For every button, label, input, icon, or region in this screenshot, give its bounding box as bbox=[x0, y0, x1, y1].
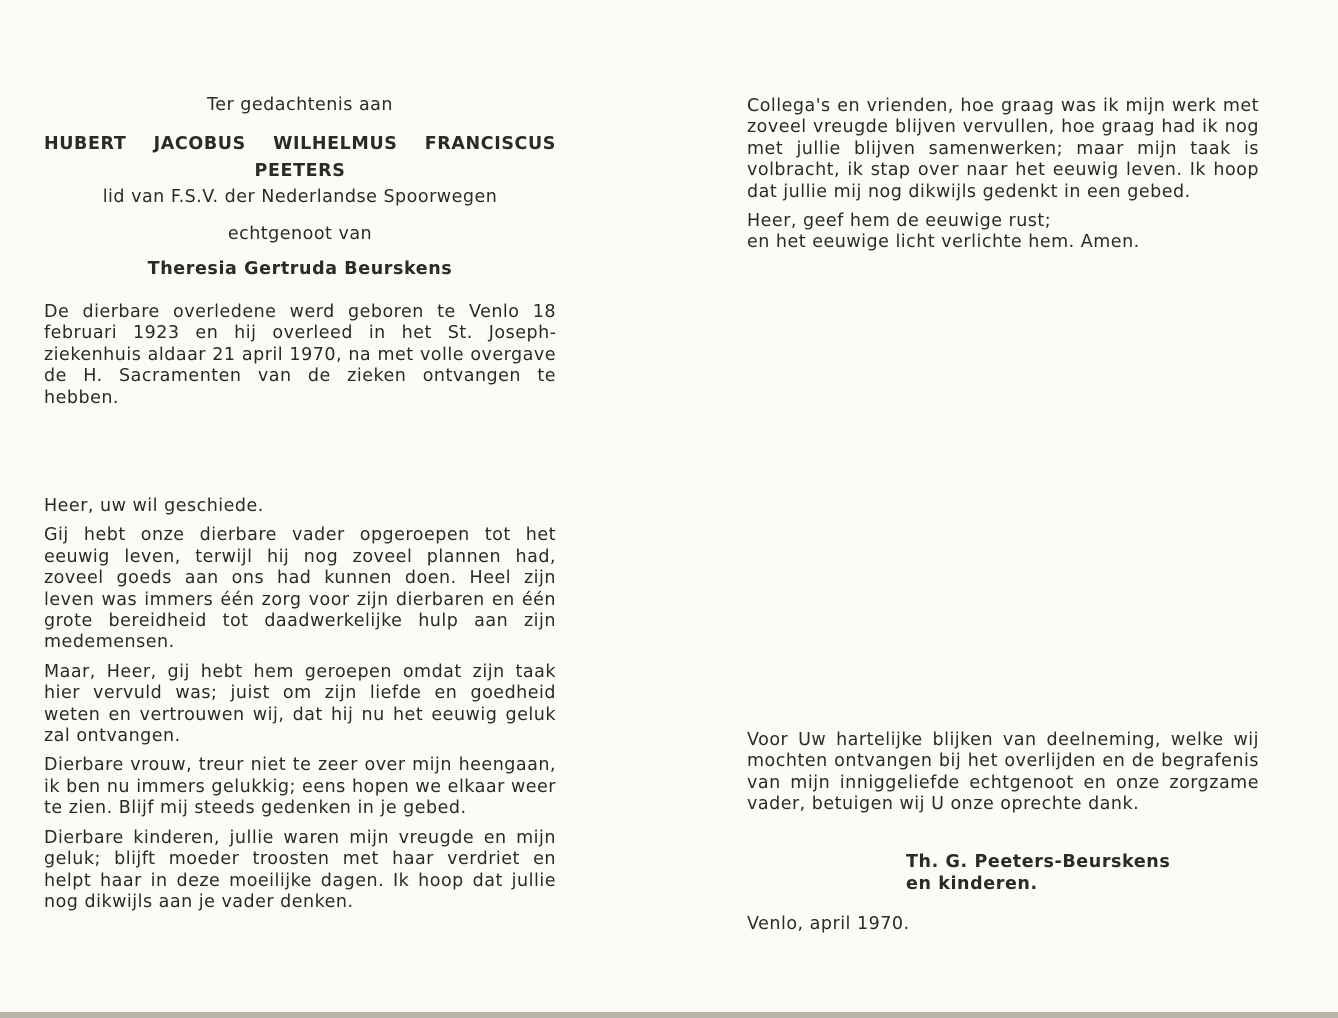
prayer-section bbox=[44, 496, 556, 913]
signature bbox=[906, 851, 1170, 895]
closing-prayer-line2: en het eeuwige licht verlichte hem. Amen. bbox=[747, 232, 1140, 253]
birth-death-text: De dierbare overledene werd geboren te Venlo 18 februari 1923 en hij overleed in het St. Josephziekenhuis aldaar 21 april 1970, na met volle overgave de H. Sacramenten van de zieken ontvangen te hebben. bbox=[44, 302, 556, 408]
deceased-surname: PEETERS bbox=[254, 161, 346, 181]
card-bottom-edge bbox=[0, 1012, 1338, 1018]
prayer-paragraph-1: Gij hebt onze dierbare vader opgeroepen tot het eeuwig leven, terwijl hij nog zoveel plannen had, zoveel goeds aan ons had kunnen doen. Heel zijn leven was immers één zorg voor zijn dierbaren en één grote bereidheid tot daadwerkelijke hulp aan zijn medemensen. bbox=[44, 525, 556, 653]
colleagues-section bbox=[747, 96, 1259, 254]
place-date: Venlo, april 1970. bbox=[747, 914, 910, 934]
closing-prayer-line1: Heer, geef hem de eeuwige rust; bbox=[747, 211, 1052, 232]
prayer-paragraph-2: Maar, Heer, gij hebt hem geroepen omdat zijn taak hier vervuld was; juist om zijn liefde en goedheid weten en vertrouwen wij, dat hij nu het eeuwig geluk zal ontvangen. bbox=[44, 661, 556, 747]
prayer-paragraph-3: Dierbare vrouw, treur niet te zeer over mijn heengaan, ik ben nu immers gelukkig; eens hopen we elkaar weer te zien. Blijf mij steeds gedenken in je gebed. bbox=[44, 755, 556, 819]
signature-line2: en kinderen. bbox=[906, 874, 1038, 894]
membership-line: lid van F.S.V. der Nederlandse Spoorwegen bbox=[102, 187, 498, 207]
spouse-name: Theresia Gertruda Beurskens bbox=[147, 259, 453, 279]
prayer-opening: Heer, uw wil geschiede. bbox=[44, 496, 264, 516]
colleagues-paragraph: Collega's en vrienden, hoe graag was ik mijn werk met zoveel vreugde blijven vervullen, hoe graag had ik nog met jullie blijven samenwerken; maar mijn taak is volbracht, ik stap over naar het eeuwig leven. Ik hoop dat jullie mij nog dikwijls gedenkt in een gebed. bbox=[747, 96, 1259, 202]
dedication-line: Ter gedachtenis aan bbox=[207, 95, 393, 115]
signature-line1: Th. G. Peeters-Beurskens bbox=[906, 852, 1171, 872]
thanks-section bbox=[747, 730, 1259, 816]
thanks-paragraph: Voor Uw hartelijke blijken van deelneming, welke wij mochten ontvangen bij het overlijden en de begrafenis van mijn inniggeliefde echtgenoot en onze zorgzame vader, betuigen wij U onze oprechte dank. bbox=[747, 730, 1259, 815]
deceased-name-line1: HUBERT JACOBUS WILHELMUS FRANCISCUS bbox=[44, 134, 556, 154]
prayer-paragraph-4: Dierbare kinderen, jullie waren mijn vreugde en mijn geluk; blijft moeder troosten met haar verdriet en helpt haar in deze moeilijke dagen. Ik hoop dat jullie nog dikwijls aan je vader denken. bbox=[44, 827, 556, 912]
birth-death-paragraph bbox=[44, 302, 556, 409]
spouse-intro: echtgenoot van bbox=[227, 224, 373, 244]
deceased-name bbox=[44, 131, 556, 185]
